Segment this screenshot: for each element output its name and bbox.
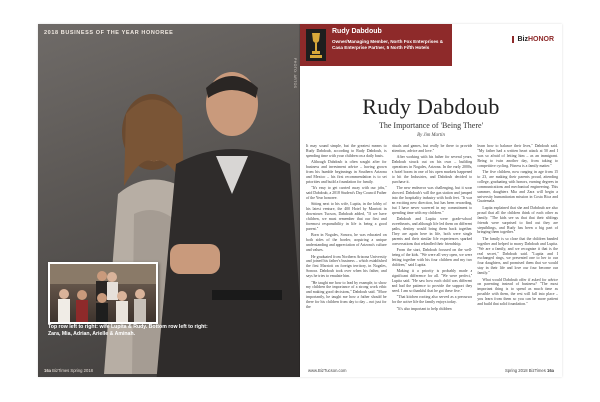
section-tag-prefix: Biz — [517, 36, 528, 43]
right-page-article — [300, 24, 562, 377]
right-issue: Spring 2018 — [505, 368, 528, 373]
paragraph: Although Dabdoub is often sought after for business and investment advice – having grown from his humble beginnings in Southern Arizona and Mexico – his first recommendation is to set priorities and build a foundation for family. — [306, 160, 387, 184]
paragraph: "It's easy to get carried away with our jobs," said Dabdoub, a 2018 Student's Day Council Father of the Year honoree. — [306, 186, 387, 201]
article-column-3 — [477, 144, 558, 362]
paragraph: He graduated from Northern Arizona University and joined his father's business – which established the first Marriott on foreign territory, in Nogales, Sonora. Dabdoub took over when his father, and says he tries to emulate him. — [306, 254, 387, 279]
paragraph: Making it a priority is probably made a significant difference for all. "We were perfect," Lupita said. "He saw how each child was different and had the patience to provide the support they need. I am so thankful that he got these five." — [391, 269, 473, 293]
paragraph: Sitting next to his wife, Lupita, in the lobby of his latest venture, the 400 Hotel by Marriott in downtown Tucson, Dabdoub added, "If we have children, we must remember that our first and foremost responsibility in life is being a good parent." — [306, 202, 387, 231]
paragraph: Lupita explained that she and Dabdoub are also proud that all the children think of each other as family. "The kids see us that that their siblings friends were surprised to find out they are stepsiblings, and Rudy has been a big part of bringing them together." — [477, 205, 559, 235]
paragraph: Born in Nogales, Sonora, he was educated on both sides of the border, acquiring a unique understanding and appreciation of Arizona's culture and values. — [306, 233, 387, 253]
family-inset-photo — [48, 262, 158, 324]
folio-website: www.BizTucson.com — [308, 368, 347, 373]
family-group-image — [50, 264, 156, 322]
article-subtitle: The Importance of 'Being There' — [378, 121, 484, 130]
photo-caption: Top row left to right: wife Lupita & Rudy. Bottom row left to right: Zara, Mia, Adrian, Arielle & Aminah. — [48, 324, 208, 337]
paragraph: The five children, now ranging in age from 15 to 23, are making their parents proud, attending college, graduating with honors, earning degrees in communications and mechanical engineering. This summer, daughters Mia and Zara will begin a university humanitarian mission in Costa Rica and Guatemala. — [477, 170, 559, 204]
section-header: 2018 BUSINESS OF THE YEAR HONOREE — [44, 30, 174, 36]
paragraph: The family is so close that the children banded together and helped to marry Dabdoub and Lupita. "We are a family, and we recognize it that is the real secret," Dabdoub said. "Lupita and I exchanged rings, we presented one to her to our four daughters, and promised them that we would stay in their life and love our four become our family." — [477, 236, 559, 276]
photo-credit: PHOTO: ARTOS — [293, 58, 297, 89]
magazine-spread — [38, 24, 562, 377]
left-page-number: 16a — [44, 368, 51, 373]
section-tag — [512, 36, 554, 43]
paragraph: "He taught me how to lead by example, to show my children the importance of a strong work ethic and making good decisions," Dabdoub said. "More importantly, he taught me how a father should be there for his children from day to day – not just for the — [306, 280, 387, 310]
paragraph: Dabdoub and Lupita were grade-school sweethearts, and although life led them on different paths, destiny would bring them back together. They are again here in life, both were single parents and their similar life experiences sparked conversations that rekindled their friendship. — [391, 217, 473, 246]
article-column-1 — [306, 144, 387, 362]
article-byline: By Jim Martin — [417, 133, 445, 138]
right-magazine-name: BizTimes — [528, 368, 546, 373]
paragraph: From the start, Dabdoub focused on the well-being of the kids. "We were all very open, we were letting together with his four children and my two children," said Lupita. — [391, 248, 473, 267]
section-tag-word: HONOR — [527, 36, 554, 43]
honoree-box — [300, 24, 452, 66]
paragraph: "It's also important to help children — [396, 306, 452, 311]
paragraph: It may sound simple, but the greatest means to Rudy Dabdoub, according to Rudy Dabdoub, is spending time with your children on a daily basis. — [306, 144, 387, 158]
article-column-2 — [392, 144, 473, 362]
left-folio — [44, 368, 93, 373]
paragraph: learn how to balance their lives," Dabdoub said. "My father had a written heart attack at 50 and I was so afraid of letting him – as an immigrant. Being to twin another day, from taking to competitive cycling. Fitness is a family matter." — [477, 144, 559, 168]
paragraph: What would Dabdoub offer if asked for advice on parenting instead of business? "The most important thing is to spend as much time as possible with them, the rest will fall into place – you learn from them so you can be more patient and build that solid foundation." — [477, 277, 559, 307]
honoree-name: Rudy Dabdoub — [332, 28, 382, 35]
honoree-details: Owner/Managing Member, North Fox Enterprises & Casa Enterprise Partner, 5 North Fifth Hotels — [332, 39, 444, 50]
article-title: Rudy Dabdoub — [362, 94, 500, 119]
trophy-icon — [304, 27, 328, 63]
paragraph: "That kitchen rooting also served as a precursor for the active life the family enjoys today. — [391, 295, 473, 305]
article-body — [306, 144, 558, 362]
folio-issue-info — [505, 368, 554, 373]
left-page-photo — [38, 24, 300, 377]
paragraph: The new endeavor was challenging, but it soon showed. Dabdoub's will the gas station and jumped into the hospitality industry with both feet. "It was an exciting new direction, but has been rewarding, but I have never wavered in my commitment to spending time with my children." — [391, 186, 473, 215]
paragraph: After working with his father for several years, Dabdoub struck out on his own – building operations in Nogales, Arizona. In the early 2000s, a hotel boom in one of his open markets happened to hit the Industries, and Dabdoub decided to purchase it. — [391, 155, 473, 184]
paragraph: rituals and games, but really be there to provide attention, advice and love." — [391, 144, 473, 153]
left-magazine-name: BizTimes — [52, 368, 70, 373]
right-folio — [308, 368, 554, 373]
right-page-number: 16a — [547, 368, 554, 373]
left-issue: Spring 2018 — [70, 368, 93, 373]
